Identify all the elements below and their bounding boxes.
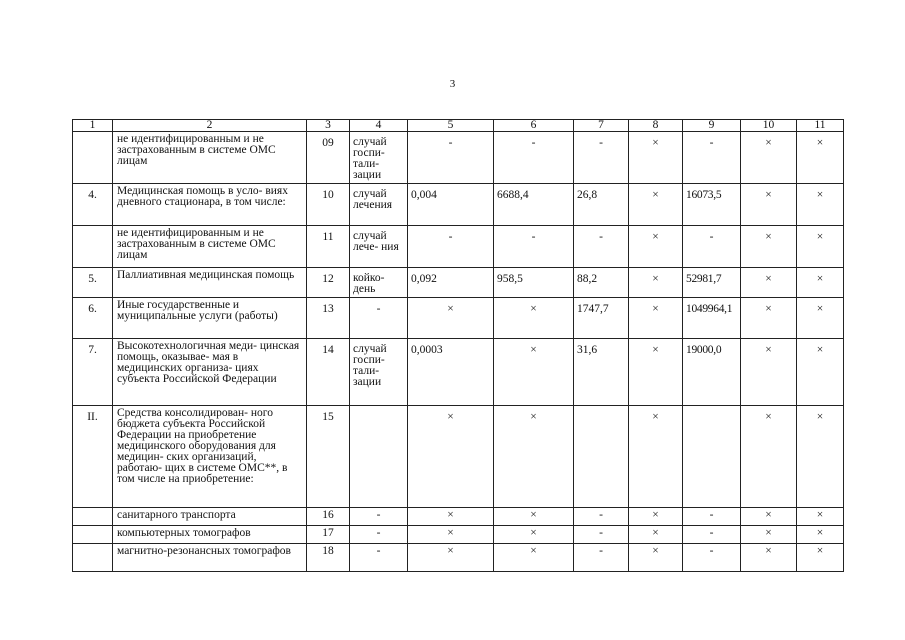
row-number — [73, 526, 113, 544]
row-code: 10 — [307, 184, 350, 226]
value-cell: 1747,7 — [574, 298, 629, 339]
row-number: 7. — [73, 339, 113, 406]
value-cell: 958,5 — [494, 268, 574, 298]
unit-cell: - — [350, 298, 408, 339]
column-number: 9 — [683, 120, 741, 132]
value-cell — [574, 406, 629, 508]
value-cell: 19000,0 — [683, 339, 741, 406]
row-number — [73, 132, 113, 184]
value-cell — [683, 406, 741, 508]
value-cell: × — [741, 339, 797, 406]
unit-cell: случай лече- ния — [350, 226, 408, 268]
document-table — [72, 119, 844, 572]
column-number: 5 — [408, 120, 494, 132]
value-cell: 16073,5 — [683, 184, 741, 226]
value-cell: × — [494, 406, 574, 508]
value-cell: × — [629, 184, 683, 226]
row-number — [73, 508, 113, 526]
value-cell: 0,004 — [408, 184, 494, 226]
row-code: 18 — [307, 544, 350, 572]
row-code: 14 — [307, 339, 350, 406]
value-cell: × — [797, 298, 844, 339]
value-cell: × — [494, 508, 574, 526]
value-cell: × — [797, 184, 844, 226]
value-cell: × — [629, 508, 683, 526]
value-cell: × — [741, 268, 797, 298]
value-cell: × — [741, 406, 797, 508]
value-cell: × — [629, 298, 683, 339]
row-description: не идентифицированным и не застрахованным в системе ОМС лицам — [113, 226, 307, 268]
table-row — [73, 544, 844, 572]
value-cell: - — [683, 132, 741, 184]
value-cell: × — [797, 406, 844, 508]
table-row — [73, 132, 844, 184]
value-cell: 26,8 — [574, 184, 629, 226]
column-number: 7 — [574, 120, 629, 132]
row-number — [73, 544, 113, 572]
column-number: 2 — [113, 120, 307, 132]
value-cell: - — [494, 226, 574, 268]
row-description: не идентифицированным и не застрахованным в системе ОМС лицам — [113, 132, 307, 184]
value-cell: - — [574, 544, 629, 572]
row-description: санитарного транспорта — [113, 508, 307, 526]
unit-cell: - — [350, 508, 408, 526]
value-cell: × — [797, 268, 844, 298]
value-cell: × — [629, 339, 683, 406]
row-description: Средства консолидирован- ного бюджета субъекта Российской Федерации на приобретение медицинского оборудования для медицин- ских организаций, работаю- щих в системе ОМС**, в том числе на приобретение: — [113, 406, 307, 508]
value-cell: 88,2 — [574, 268, 629, 298]
unit-cell: случай госпи- тали- зации — [350, 132, 408, 184]
value-cell: - — [408, 132, 494, 184]
page-number: 3 — [449, 78, 456, 90]
value-cell: - — [683, 526, 741, 544]
row-code: 13 — [307, 298, 350, 339]
column-number: 3 — [307, 120, 350, 132]
value-cell: × — [494, 544, 574, 572]
value-cell: × — [494, 339, 574, 406]
unit-cell: случай лечения — [350, 184, 408, 226]
value-cell: - — [408, 226, 494, 268]
row-code: 15 — [307, 406, 350, 508]
row-description: Высокотехнологичная меди- цинская помощь, оказывае- мая в медицинских организа- циях субъекта Российской Федерации — [113, 339, 307, 406]
column-number: 8 — [629, 120, 683, 132]
value-cell: × — [629, 544, 683, 572]
value-cell: 0,092 — [408, 268, 494, 298]
row-code: 12 — [307, 268, 350, 298]
row-number — [73, 226, 113, 268]
value-cell: 1049964,1 — [683, 298, 741, 339]
value-cell: 52981,7 — [683, 268, 741, 298]
row-code: 17 — [307, 526, 350, 544]
table-row — [73, 298, 844, 339]
value-cell: 0,0003 — [408, 339, 494, 406]
value-cell: × — [797, 508, 844, 526]
table-row — [73, 226, 844, 268]
column-number: 4 — [350, 120, 408, 132]
column-number: 1 — [73, 120, 113, 132]
table-row — [73, 508, 844, 526]
row-code: 16 — [307, 508, 350, 526]
value-cell: × — [741, 544, 797, 572]
value-cell: × — [408, 544, 494, 572]
value-cell: × — [408, 508, 494, 526]
unit-cell: койко- день — [350, 268, 408, 298]
row-description: Иные государственные и муниципальные услуги (работы) — [113, 298, 307, 339]
row-description: компьютерных томографов — [113, 526, 307, 544]
value-cell: - — [574, 508, 629, 526]
value-cell: × — [797, 526, 844, 544]
value-cell: - — [574, 132, 629, 184]
value-cell: × — [797, 339, 844, 406]
row-code: 11 — [307, 226, 350, 268]
row-number: 4. — [73, 184, 113, 226]
value-cell: - — [683, 226, 741, 268]
value-cell: × — [741, 184, 797, 226]
value-cell: - — [683, 508, 741, 526]
unit-cell: - — [350, 544, 408, 572]
value-cell: - — [574, 226, 629, 268]
value-cell: × — [629, 226, 683, 268]
value-cell: × — [741, 298, 797, 339]
row-description: Медицинская помощь в усло- виях дневного стационара, в том числе: — [113, 184, 307, 226]
value-cell: × — [629, 406, 683, 508]
value-cell: × — [797, 544, 844, 572]
value-cell: 6688,4 — [494, 184, 574, 226]
table-row — [73, 268, 844, 298]
value-cell: × — [494, 298, 574, 339]
table-row — [73, 339, 844, 406]
value-cell: - — [683, 544, 741, 572]
unit-cell — [350, 406, 408, 508]
value-cell: × — [408, 526, 494, 544]
row-description: Паллиативная медицинская помощь — [113, 268, 307, 298]
value-cell: × — [629, 132, 683, 184]
table-row — [73, 184, 844, 226]
value-cell: × — [408, 298, 494, 339]
value-cell: × — [741, 132, 797, 184]
value-cell: × — [408, 406, 494, 508]
row-number: 5. — [73, 268, 113, 298]
column-number-row — [73, 120, 844, 132]
value-cell: × — [741, 226, 797, 268]
value-cell: × — [629, 268, 683, 298]
column-number: 6 — [494, 120, 574, 132]
value-cell: × — [797, 132, 844, 184]
table-row — [73, 526, 844, 544]
table-row — [73, 406, 844, 508]
unit-cell: - — [350, 526, 408, 544]
value-cell: × — [741, 526, 797, 544]
value-cell: - — [494, 132, 574, 184]
value-cell: × — [494, 526, 574, 544]
row-number: 6. — [73, 298, 113, 339]
unit-cell: случай госпи- тали- зации — [350, 339, 408, 406]
value-cell: × — [741, 508, 797, 526]
value-cell: 31,6 — [574, 339, 629, 406]
row-number: II. — [73, 406, 113, 508]
row-code: 09 — [307, 132, 350, 184]
value-cell: × — [629, 526, 683, 544]
value-cell: × — [797, 226, 844, 268]
column-number: 10 — [741, 120, 797, 132]
value-cell: - — [574, 526, 629, 544]
row-description: магнитно-резонансных томографов — [113, 544, 307, 572]
column-number: 11 — [797, 120, 844, 132]
